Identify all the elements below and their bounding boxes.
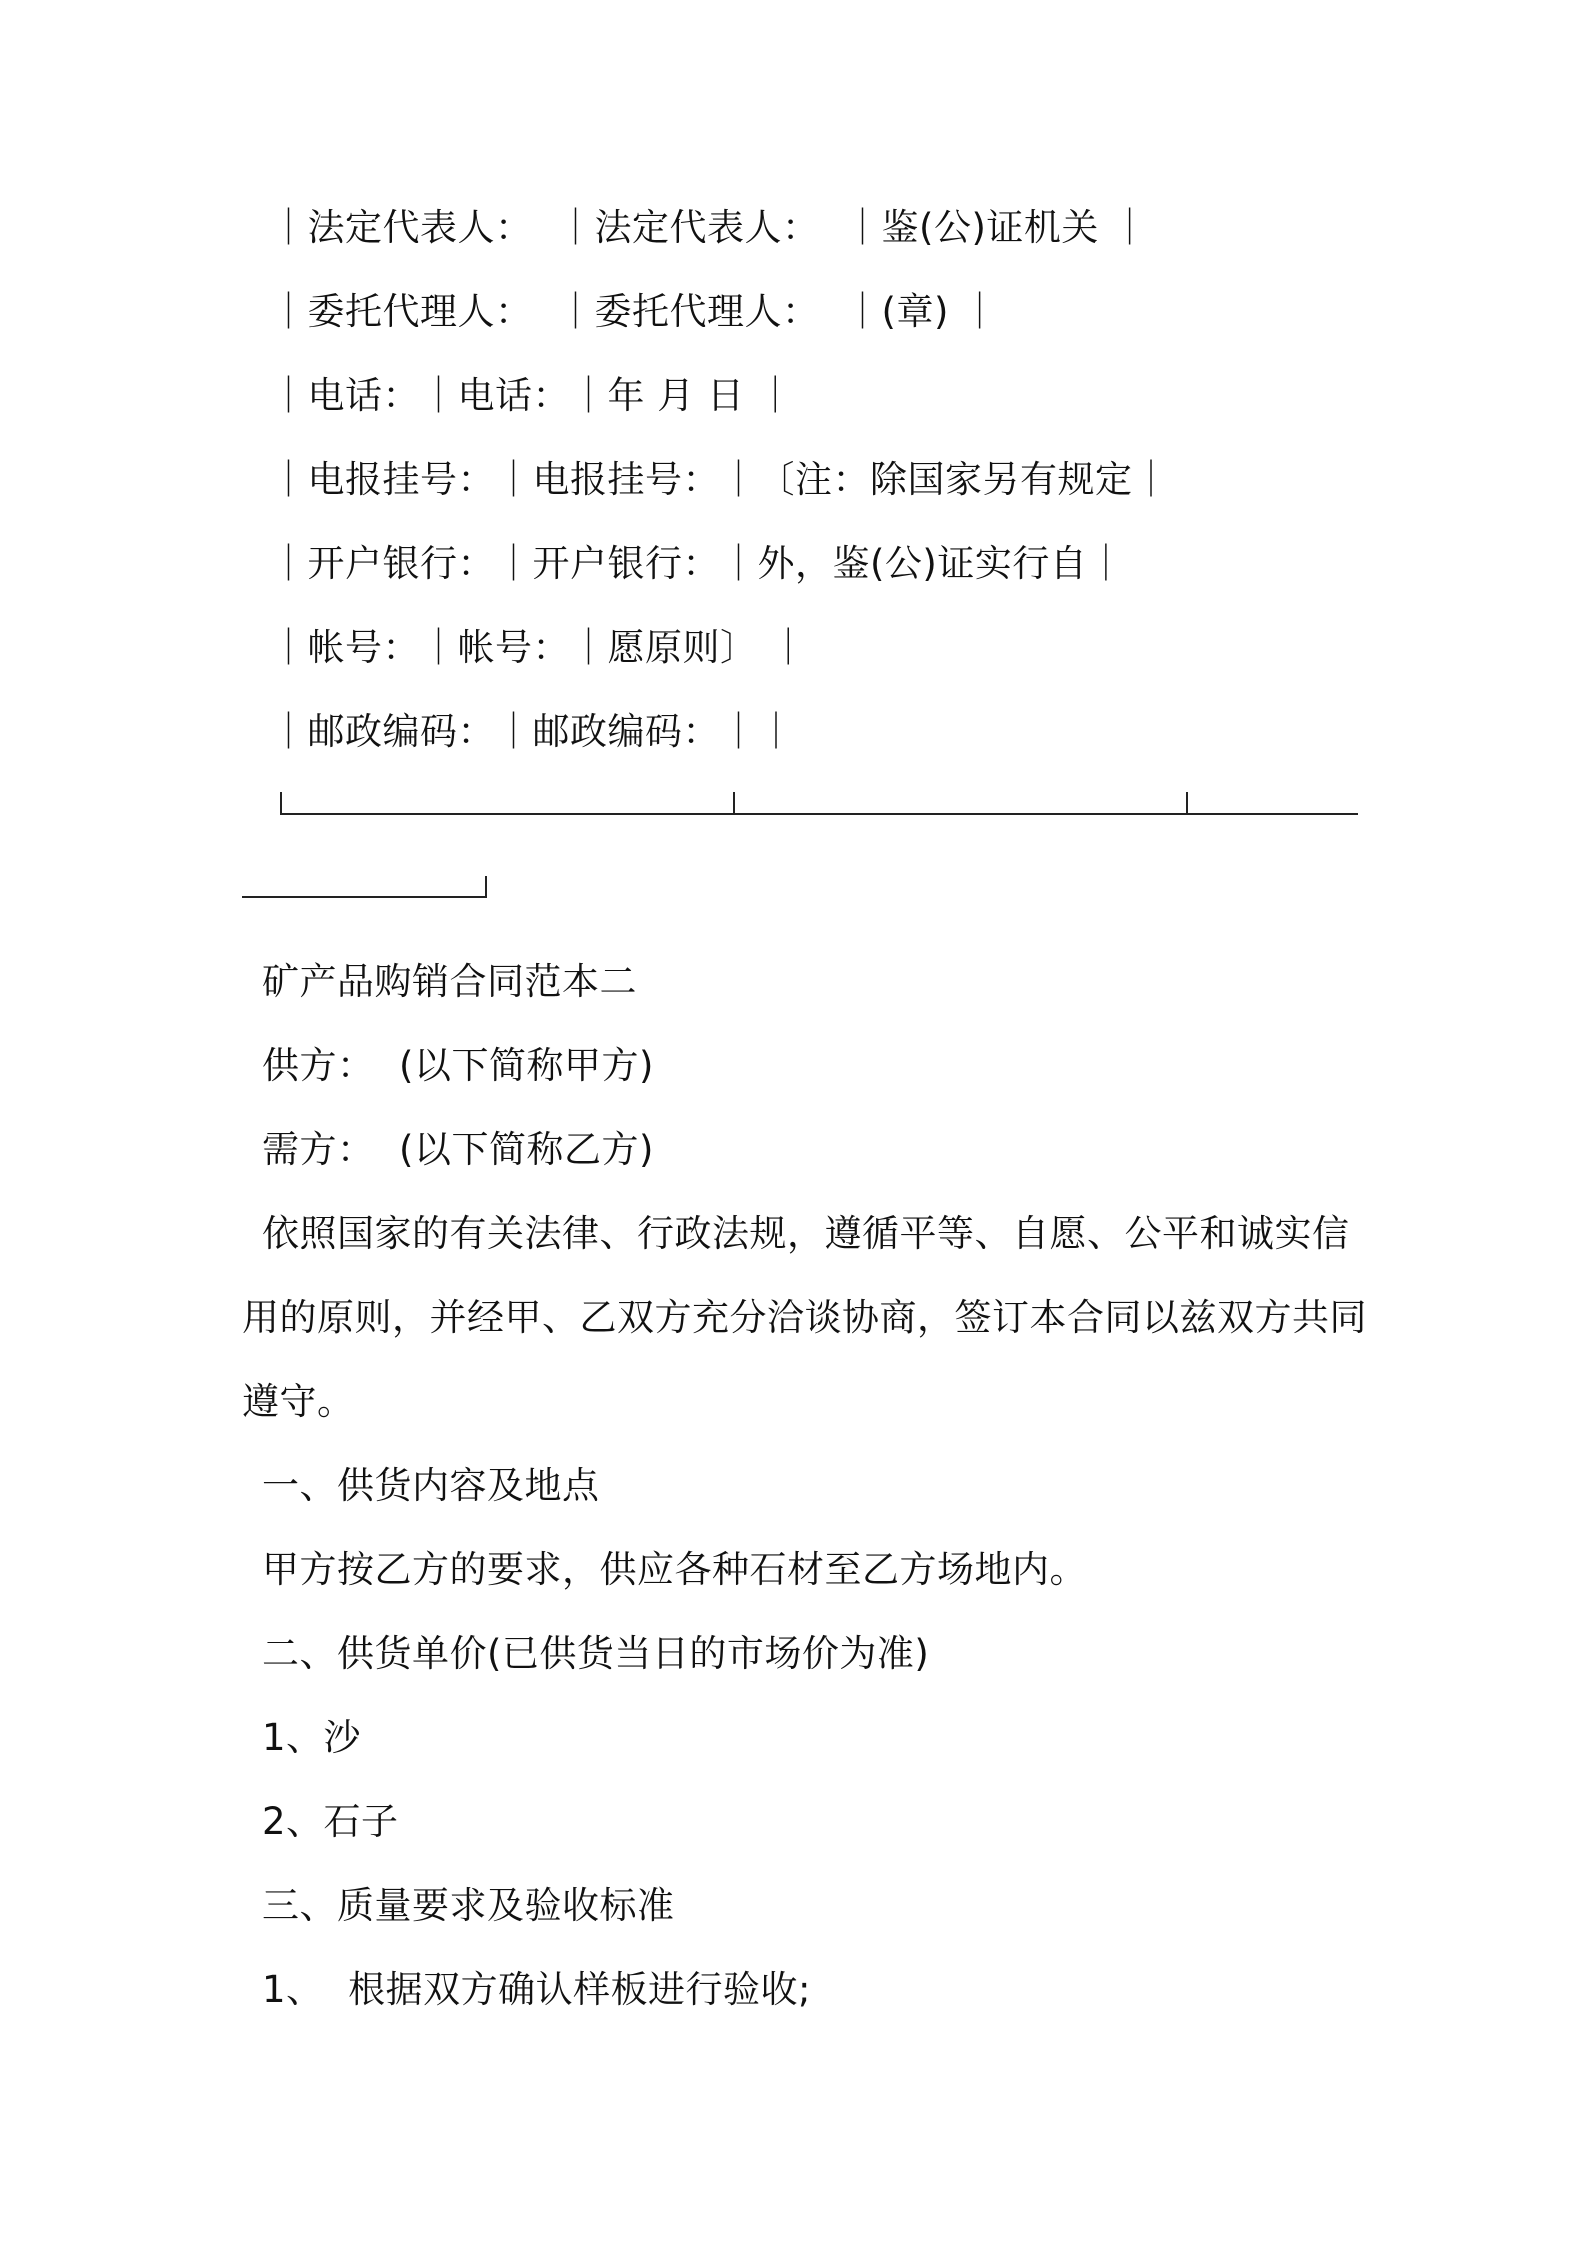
preamble-line-3: 遵守。 (242, 1380, 355, 1423)
section3-heading: 三、质量要求及验收标准 (262, 1884, 675, 1927)
section2-item-sand: 1、沙 (262, 1716, 362, 1759)
buyer-line: 需方： (以下简称乙方) (262, 1128, 654, 1171)
table-border-divider-2 (1186, 792, 1188, 814)
table-row-postcode: ｜邮政编码：｜邮政编码：｜｜ (270, 710, 795, 753)
table-row-legal-rep: ｜法定代表人： ｜法定代表人： ｜鉴(公)证机关 ｜ (270, 206, 1149, 249)
table-bottom-border-continued (242, 896, 486, 898)
table-border-left-tick (280, 792, 282, 814)
table-border-right-tick (485, 876, 487, 898)
section3-item-1: 1、 根据双方确认样板进行验收; (262, 1968, 812, 2011)
table-row-phone: ｜电话：｜电话：｜年 月 日 ｜ (270, 374, 795, 417)
table-row-account: ｜帐号：｜帐号：｜愿原则〕 ｜ (270, 626, 808, 669)
section1-heading: 一、供货内容及地点 (262, 1464, 600, 1507)
table-bottom-border (280, 813, 1358, 815)
table-border-divider-1 (733, 792, 735, 814)
table-row-telegraph: ｜电报挂号：｜电报挂号：｜〔注：除国家另有规定｜ (270, 458, 1170, 501)
section1-text: 甲方按乙方的要求，供应各种石材至乙方场地内。 (262, 1548, 1087, 1591)
section2-heading: 二、供货单价(已供货当日的市场价为准) (262, 1632, 930, 1675)
section2-item-stone: 2、石子 (262, 1800, 399, 1843)
preamble-line-2: 用的原则，并经甲、乙双方充分洽谈协商，签订本合同以兹双方共同 (242, 1296, 1367, 1339)
table-row-agent: ｜委托代理人： ｜委托代理人： ｜(章) ｜ (270, 290, 999, 333)
supplier-line: 供方： (以下简称甲方) (262, 1044, 654, 1087)
table-row-bank: ｜开户银行：｜开户银行：｜外，鉴(公)证实行自｜ (270, 542, 1125, 585)
contract-title: 矿产品购销合同范本二 (262, 960, 637, 1003)
preamble-line-1: 依照国家的有关法律、行政法规，遵循平等、自愿、公平和诚实信 (262, 1212, 1350, 1255)
